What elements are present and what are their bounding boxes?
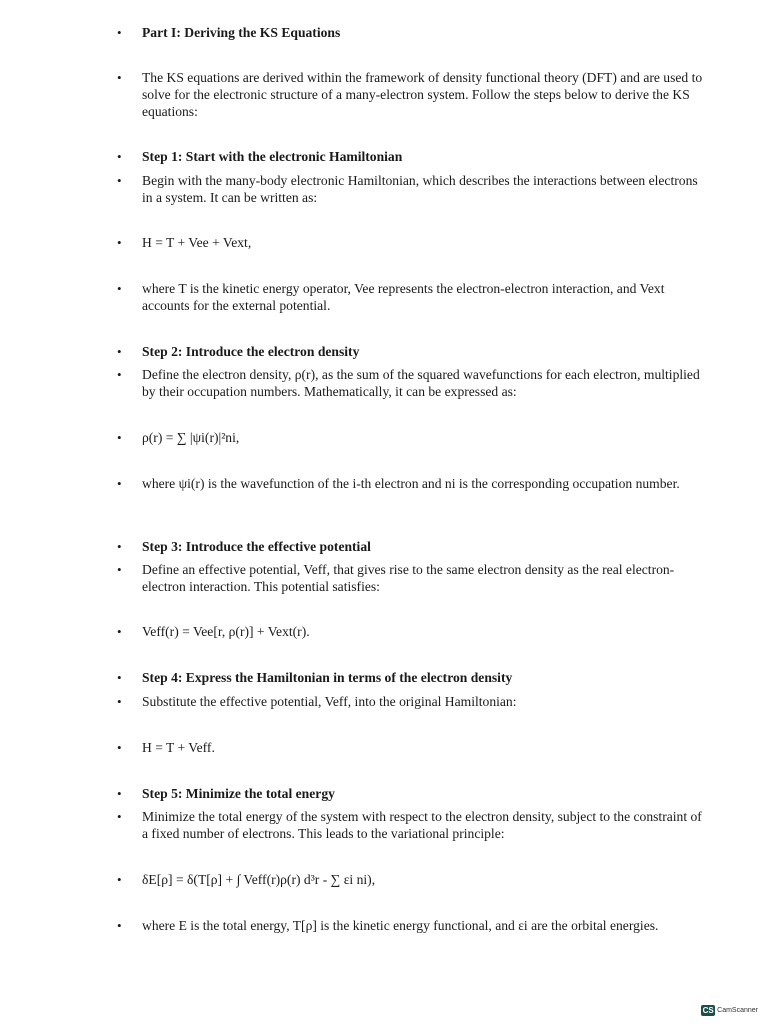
heading-text: Step 4: Express the Hamiltonian in terms of the electron density <box>142 670 513 685</box>
equation-text: δE[ρ] = δ(T[ρ] + ∫ Veff(r)ρ(r) d³r - ∑ εi ni), <box>142 872 376 887</box>
bullet: • <box>117 809 122 824</box>
heading-text: Step 2: Introduce the electron density <box>142 344 360 359</box>
heading-text: Step 3: Introduce the effective potential <box>142 539 371 554</box>
camscanner-logo-icon: CS <box>702 1006 714 1015</box>
bullet: • <box>117 786 122 801</box>
bullet: • <box>117 281 122 296</box>
paragraph-text: Define an effective potential, Veff, that gives rise to the same electron density as the real electron-electron interaction. This potential satisfies: <box>142 562 675 594</box>
paragraph-text: where ψi(r) is the wavefunction of the i-th electron and ni is the corresponding occupation number. <box>142 476 680 491</box>
camscanner-label: CamScanner <box>717 1007 758 1014</box>
bullet: • <box>117 149 122 164</box>
paragraph-text: Define the electron density, ρ(r), as the sum of the squared wavefunctions for each electron, multiplied by their occupation numbers. Mathematically, it can be expressed as: <box>142 367 700 399</box>
bullet: • <box>117 740 122 755</box>
heading-text: Step 1: Start with the electronic Hamiltonian <box>142 149 403 164</box>
bullet: • <box>117 872 122 887</box>
paragraph-text: Minimize the total energy of the system with respect to the electron density, subject to the constraint of a fixed number of electrons. This leads to the variational principle: <box>142 809 702 841</box>
bullet: • <box>117 235 122 250</box>
paragraph-text: The KS equations are derived within the framework of density functional theory (DFT) and are used to solve for the electronic structure of a many-electron system. Follow the steps below to derive the KS equations: <box>142 70 703 119</box>
camscanner-watermark <box>701 1005 758 1016</box>
equation-text: ρ(r) = ∑ |ψi(r)|²ni, <box>142 430 240 445</box>
equation-text: Veff(r) = Vee[r, ρ(r)] + Vext(r). <box>142 624 310 639</box>
bullet: • <box>117 25 122 40</box>
bullet: • <box>117 562 122 577</box>
bullet: • <box>117 624 122 639</box>
bullet: • <box>117 670 122 685</box>
paragraph-text: where E is the total energy, T[ρ] is the kinetic energy functional, and εi are the orbital energies. <box>142 918 659 933</box>
paragraph-text: Substitute the effective potential, Veff, into the original Hamiltonian: <box>142 694 517 709</box>
bullet: • <box>117 430 122 445</box>
paragraph-text: Begin with the many-body electronic Hamiltonian, which describes the interactions between electrons in a system. It can be written as: <box>142 173 698 205</box>
bullet: • <box>117 918 122 933</box>
bullet: • <box>117 344 122 359</box>
heading-text: Part I: Deriving the KS Equations <box>142 25 341 40</box>
equation-text: H = T + Veff. <box>142 740 215 755</box>
paragraph-text: where T is the kinetic energy operator, Vee represents the electron-electron interaction, and Vext accounts for the external potential. <box>142 281 665 313</box>
bullet: • <box>117 539 122 554</box>
equation-text: H = T + Vee + Vext, <box>142 235 252 250</box>
bullet: • <box>117 694 122 709</box>
heading-text: Step 5: Minimize the total energy <box>142 786 335 801</box>
bullet: • <box>117 173 122 188</box>
bullet: • <box>117 476 122 491</box>
bullet: • <box>117 70 122 85</box>
bullet: • <box>117 367 122 382</box>
